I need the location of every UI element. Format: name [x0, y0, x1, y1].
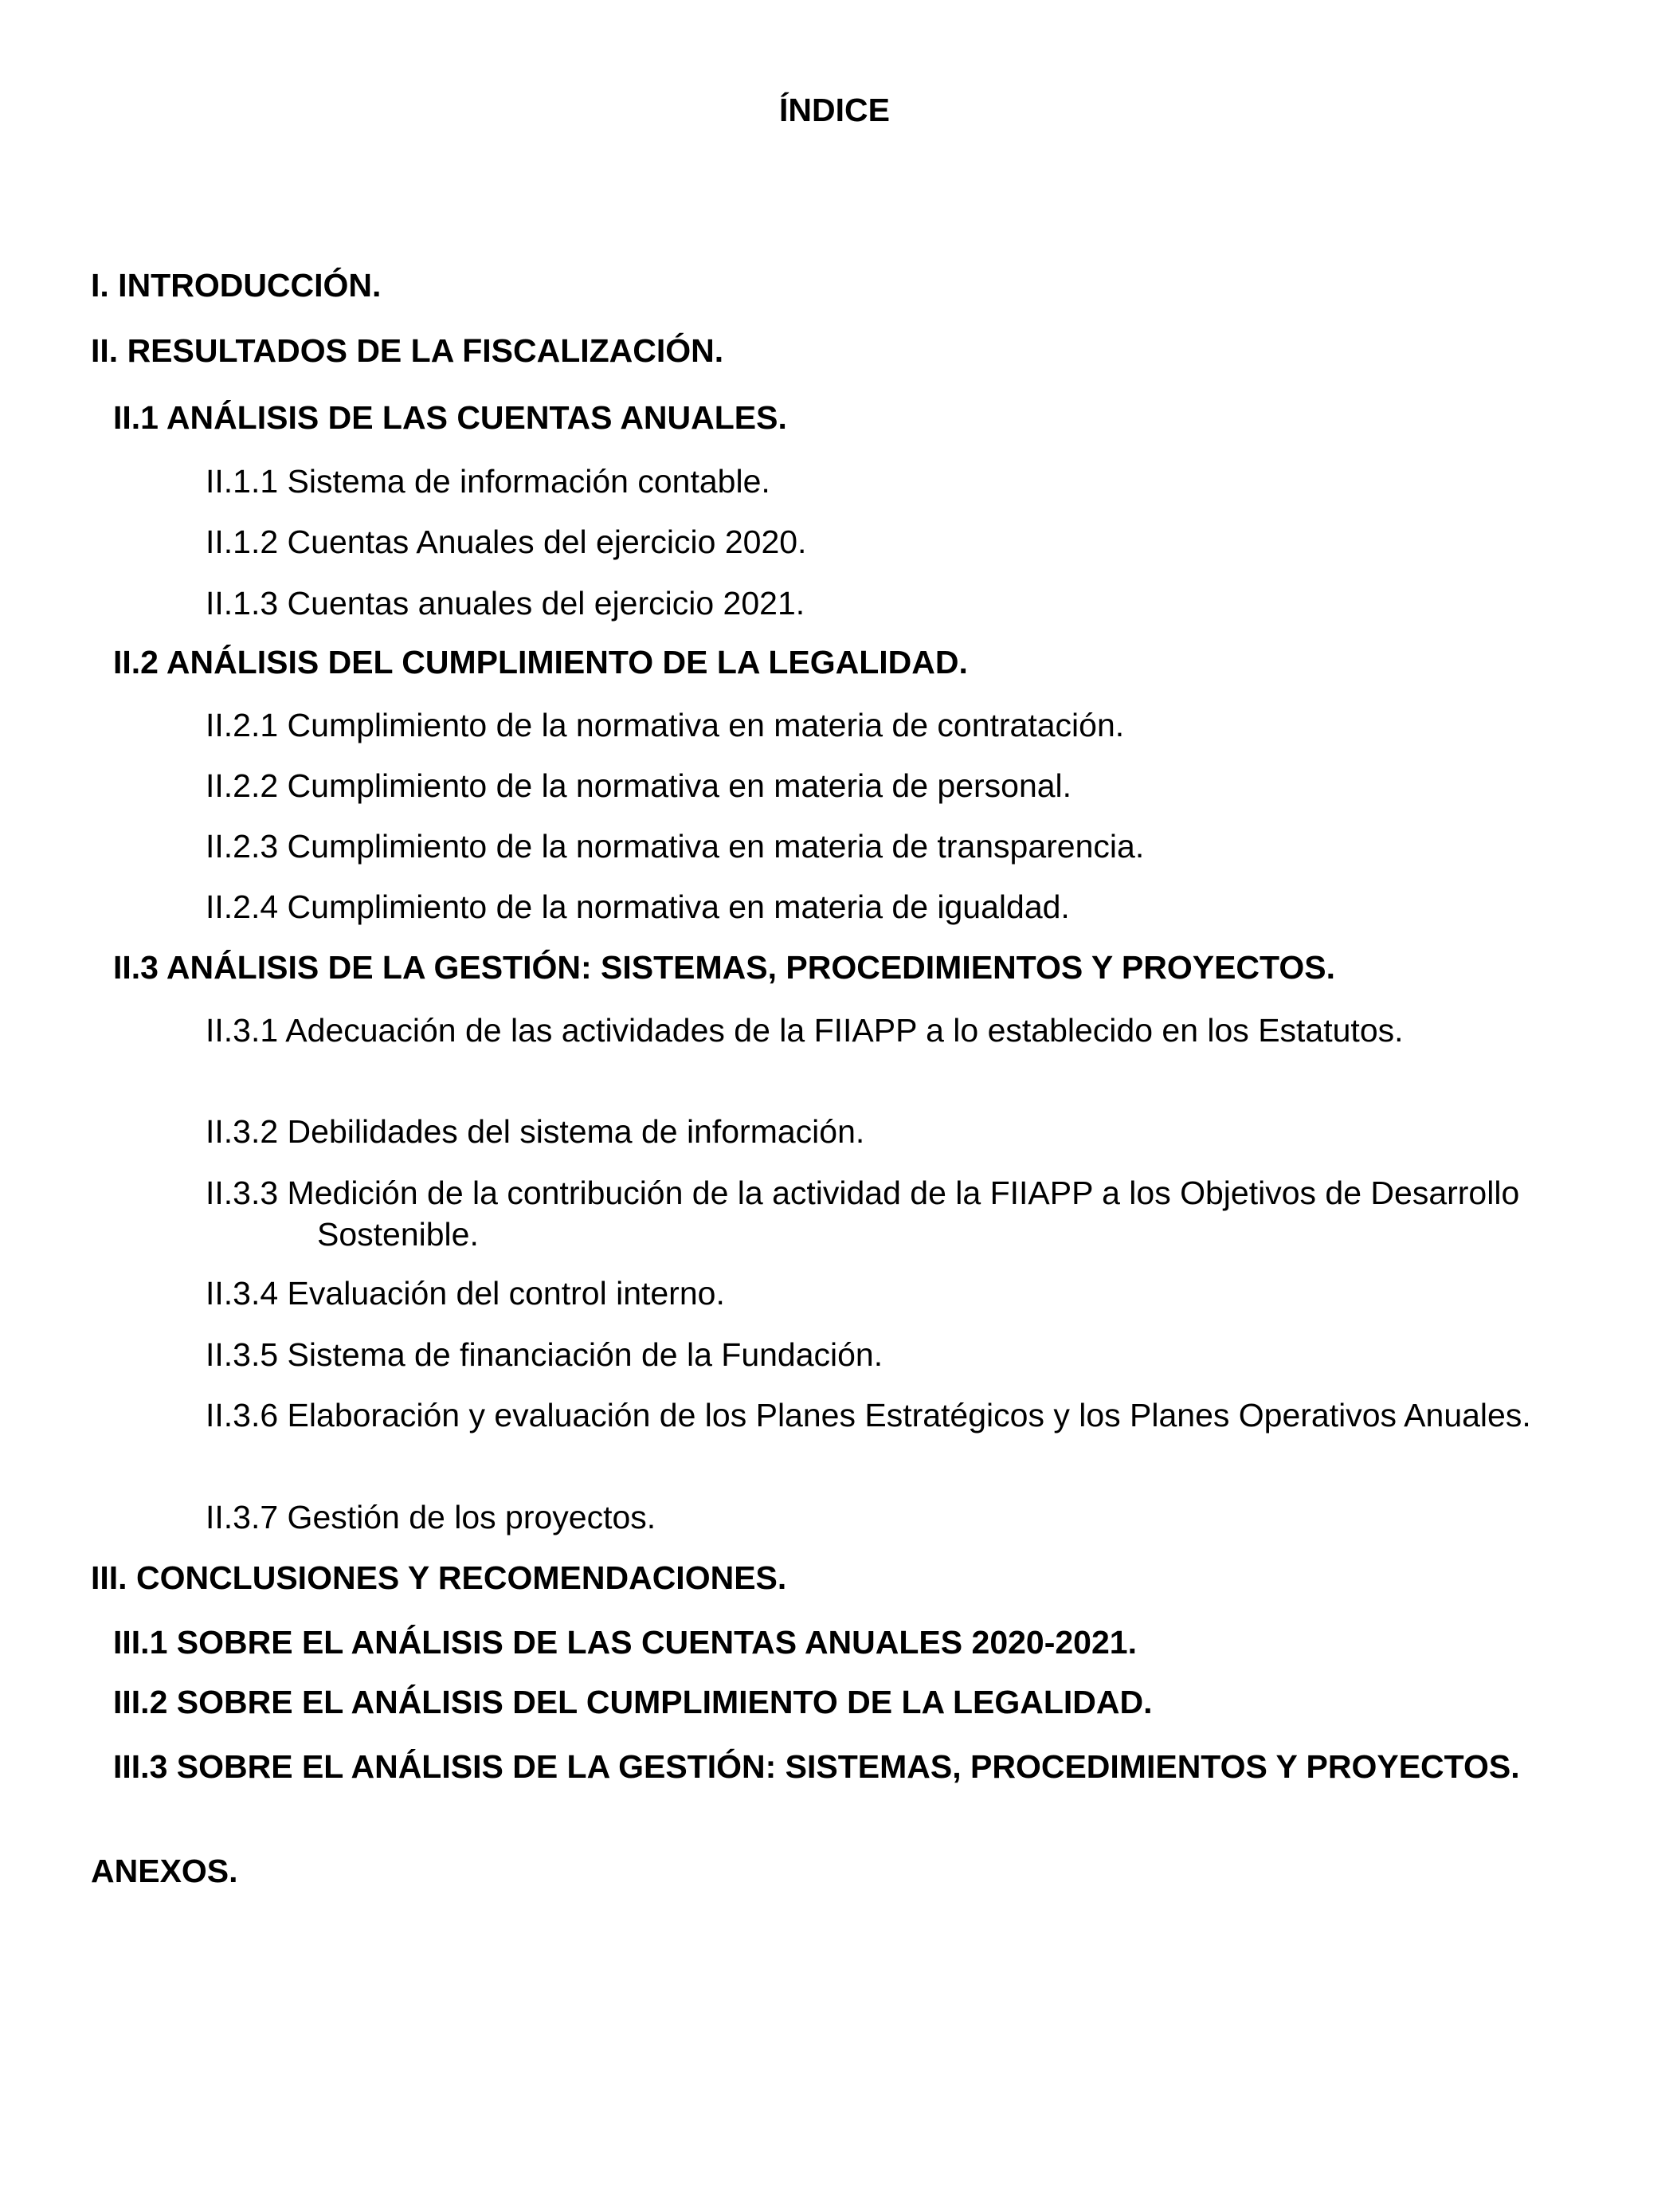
toc-entry-ii-1-1: II.1.1 Sistema de información contable. [206, 463, 770, 500]
toc-entry-introduccion: I. INTRODUCCIÓN. [91, 267, 382, 304]
toc-entry-ii-2-2: II.2.2 Cumplimiento de la normativa en materia de personal. [206, 767, 1072, 804]
toc-entry-ii-3: II.3 ANÁLISIS DE LA GESTIÓN: SISTEMAS, PROCEDIMIENTOS Y PROYECTOS. [113, 949, 1335, 986]
toc-entry-ii-1-2: II.1.2 Cuentas Anuales del ejercicio 2020. [206, 524, 807, 560]
toc-entry-iii-1: III.1 SOBRE EL ANÁLISIS DE LAS CUENTAS ANUALES 2020-2021. [113, 1624, 1137, 1661]
toc-entry-resultados: II. RESULTADOS DE LA FISCALIZACIÓN. [91, 332, 724, 369]
toc-entry-ii-3-1: II.3.1 Adecuación de las actividades de la FIIAPP a lo establecido en los Estatutos. [206, 1012, 1404, 1049]
toc-entry-ii-3-4: II.3.4 Evaluación del control interno. [206, 1275, 725, 1312]
toc-entry-ii-2: II.2 ANÁLISIS DEL CUMPLIMIENTO DE LA LEGALIDAD. [113, 644, 968, 680]
toc-entry-conclusiones: III. CONCLUSIONES Y RECOMENDACIONES. [91, 1559, 787, 1596]
toc-entry-ii-2-1: II.2.1 Cumplimiento de la normativa en materia de contratación. [206, 707, 1125, 743]
toc-entry-ii-3-2: II.3.2 Debilidades del sistema de información. [206, 1113, 865, 1150]
toc-entry-ii-1-3: II.1.3 Cuentas anuales del ejercicio 2021. [206, 585, 805, 622]
toc-entry-anexos: ANEXOS. [91, 1853, 238, 1889]
toc-entry-ii-3-3: II.3.3 Medición de la contribución de la actividad de la FIIAPP a los Objetivos de Desarrollo Sostenible. [206, 1175, 1520, 1253]
toc-entry-ii-3-5: II.3.5 Sistema de financiación de la Fundación. [206, 1336, 883, 1373]
toc-entry-ii-1: II.1 ANÁLISIS DE LAS CUENTAS ANUALES. [113, 399, 787, 436]
page-title: ÍNDICE [779, 92, 890, 128]
toc-entry-iii-2: III.2 SOBRE EL ANÁLISIS DEL CUMPLIMIENTO DE LA LEGALIDAD. [113, 1684, 1153, 1720]
toc-entry-ii-2-4: II.2.4 Cumplimiento de la normativa en materia de igualdad. [206, 888, 1070, 925]
toc-entry-ii-2-3: II.2.3 Cumplimiento de la normativa en materia de transparencia. [206, 828, 1145, 865]
toc-entry-ii-3-7: II.3.7 Gestión de los proyectos. [206, 1499, 656, 1535]
toc-entry-ii-3-6: II.3.6 Elaboración y evaluación de los Planes Estratégicos y los Planes Operativos Anuales. [206, 1397, 1531, 1433]
toc-entry-iii-3: III.3 SOBRE EL ANÁLISIS DE LA GESTIÓN: SISTEMAS, PROCEDIMIENTOS Y PROYECTOS. [113, 1748, 1520, 1785]
